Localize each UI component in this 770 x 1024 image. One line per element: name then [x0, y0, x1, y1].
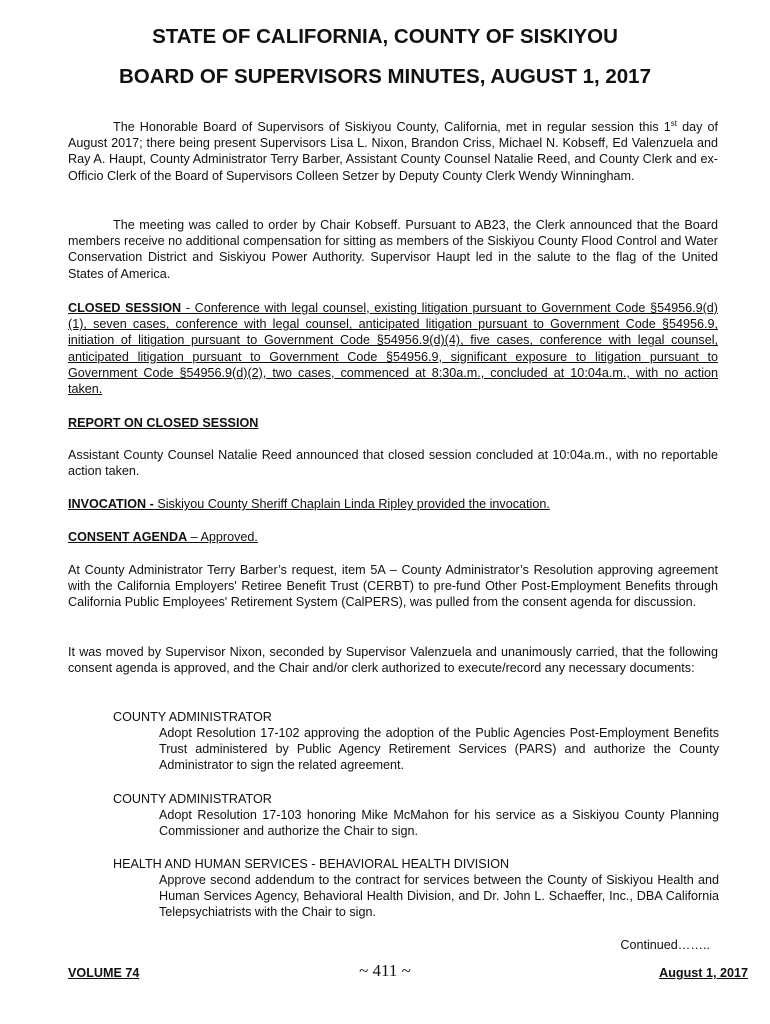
page-title-line2: BOARD OF SUPERVISORS MINUTES, AUGUST 1, 2017	[119, 65, 651, 88]
intro-paragraph-call-to-order: The meeting was called to order by Chair Kobseff. Pursuant to AB23, the Clerk announced that the Board members receive no additional compensation for sitting as members of the Siskiyou County Flood Control and Water Conservation District and Siskiyou Power Authority. Supervisor Haupt led in the salute to the flag of the United States of America.	[68, 218, 718, 281]
consent-motion-paragraph: It was moved by Supervisor Nixon, seconded by Supervisor Valenzuela and unanimously carried, that the following consent agenda is approved, and the Chair and/or clerk authorized to execute/record any necessary documents:	[68, 645, 718, 676]
ordinal-suffix: st	[670, 118, 677, 128]
consent-item-heading: COUNTY ADMINISTRATOR	[113, 710, 272, 724]
footer-page-number: ~ 411 ~	[359, 961, 411, 980]
invocation-paragraph	[68, 496, 718, 512]
intro-paragraph-attendance	[68, 119, 718, 184]
consent-item-text: Approve second addendum to the contract for services between the County of Siskiyou Health and Human Services Agency, Behavioral Health Division, and Dr. John L. Schaeffer, Inc., DBA California Telepsychiatrists with the Chair to sign.	[159, 873, 719, 920]
consent-agenda-label: CONSENT AGENDA	[68, 530, 188, 544]
continued-note: Continued……..	[620, 938, 710, 952]
footer-date: August 1, 2017	[659, 966, 748, 980]
consent-agenda-status: – Approved.	[187, 530, 258, 544]
page-title-line1: STATE OF CALIFORNIA, COUNTY OF SISKIYOU	[152, 25, 618, 48]
closed-session-text: - Conference with legal counsel, existing litigation pursuant to Government Code §54956.9(d)(1), seven cases, conference with legal counsel, anticipated litigation pursuant to Government Code §54956.9, initiation of litigation pursuant to Government Code §54956.9(d)(4), five cases, conference with legal counsel, anticipated litigation pursuant to Government Code §54956.9, significant exposure to litigation pursuant to Government Code §54956.9(d)(2), two cases, commenced at 8:30a.m., concluded at 10:04a.m., with no action taken.	[68, 301, 719, 397]
closed-session-label: CLOSED SESSION	[68, 301, 182, 315]
footer-volume: VOLUME 74	[68, 966, 140, 980]
report-paragraph: Assistant County Counsel Natalie Reed announced that closed session concluded at 10:04a.m., with no reportable action taken.	[68, 448, 718, 479]
closed-session-paragraph	[68, 300, 718, 397]
report-heading	[68, 415, 718, 431]
consent-item-heading: COUNTY ADMINISTRATOR	[113, 792, 272, 806]
consent-item-heading: HEALTH AND HUMAN SERVICES - BEHAVIORAL HEALTH DIVISION	[113, 857, 510, 871]
consent-pulled-paragraph: At County Administrator Terry Barber’s request, item 5A – County Administrator’s Resolution approving agreement with the California Employers' Retiree Benefit Trust (CERBT) to pre-fund Other Post-Employment Benefits through California Public Employees' Retirement System (CalPERS), was pulled from the consent agenda for discussion.	[68, 563, 718, 610]
intro-text-part2: day of August 2017; there being present Supervisors Lisa L. Nixon, Brandon Criss, Michael N. Kobseff, Ed Valenzuela and Ray A. Haupt, County Administrator Terry Barber, Assistant County Counsel Natalie Reed, and County Clerk and ex-Officio Clerk of the Board of Supervisors Colleen Setzer by Deputy County Clerk Wendy Winningham.	[68, 120, 719, 183]
consent-item-text: Adopt Resolution 17-103 honoring Mike McMahon for his service as a Siskiyou County Planning Commissioner and authorize the Chair to sign.	[159, 808, 719, 839]
invocation-text: Siskiyou County Sheriff Chaplain Linda Ripley provided the invocation.	[153, 497, 550, 511]
consent-agenda-heading	[68, 529, 718, 545]
invocation-label: INVOCATION -	[68, 497, 154, 511]
intro-text-part1: The Honorable Board of Supervisors of Siskiyou County, California, met in regular session this 1	[113, 120, 671, 134]
consent-item-text: Adopt Resolution 17-102 approving the adoption of the Public Agencies Post-Employment Benefits Trust administered by Public Agency Retirement Services (PARS) and authorize the County Administrator to sign the related agreement.	[159, 726, 719, 773]
report-label: REPORT ON CLOSED SESSION	[68, 416, 259, 430]
